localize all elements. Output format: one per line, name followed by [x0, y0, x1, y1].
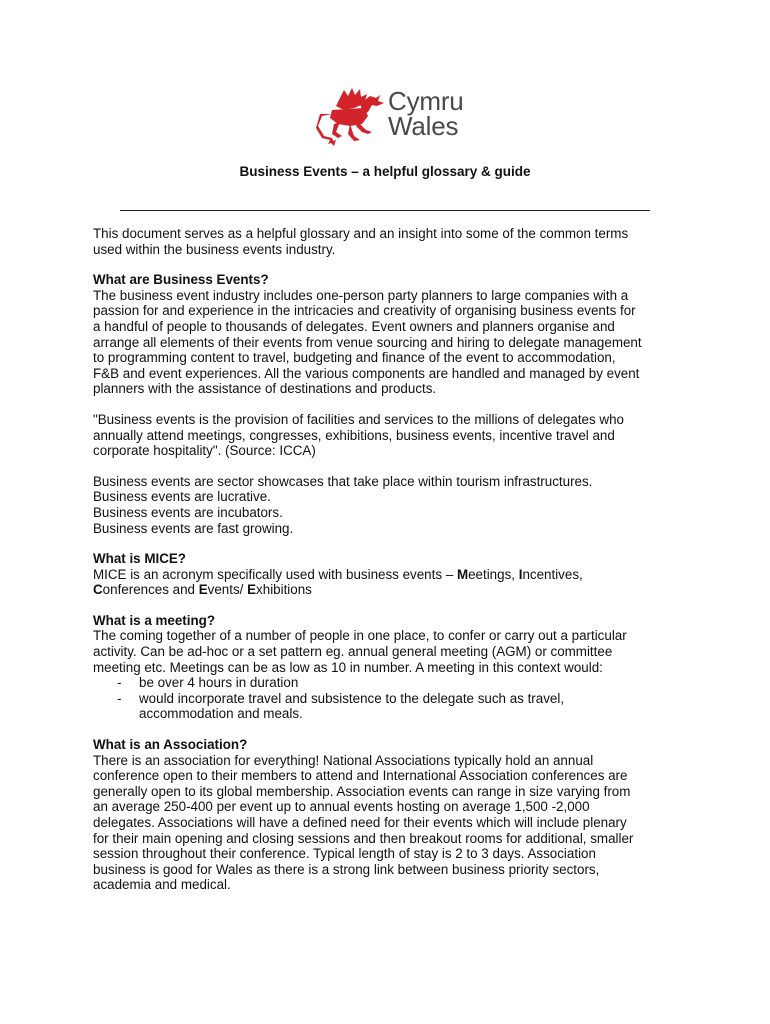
heading-what-is-an-association: What is an Association? — [93, 737, 248, 753]
text-line: Business events are incubators. — [93, 504, 283, 520]
mice-word-exhibitions: xhibitions — [256, 582, 312, 598]
text-line: corporate hospitality". (Source: ICCA) — [93, 443, 316, 459]
text-line — [93, 582, 693, 598]
heading-what-is-a-meeting: What is a meeting? — [93, 612, 216, 628]
text-line: delegates. Associations will have a defined need for their events which will include plenary — [93, 815, 627, 830]
intro-paragraph — [93, 226, 693, 257]
text-line: The business event industry includes one-person party planners to large companies with a — [93, 287, 629, 303]
mice-letter-c: C — [93, 582, 103, 598]
text-line: This document serves as a helpful glossary and an insight into some of the common terms — [93, 226, 629, 241]
text-line: session throughout their conference. Typical length of stay is 2 to 3 days. Association — [93, 846, 596, 862]
meeting-bullet-list — [93, 675, 693, 722]
text-line: annually attend meetings, congresses, exhibitions, business events, incentive travel and — [93, 427, 615, 443]
cymru-wales-logo — [314, 86, 484, 148]
mice-word-meetings: eetings, — [468, 566, 519, 582]
text-line: Business events are fast growing. — [93, 520, 294, 536]
list-item — [93, 675, 693, 691]
logo-wordmark — [388, 86, 464, 141]
mice-word-events: vents/ — [207, 582, 248, 598]
text-line: There is an association for everything! National Associations typically hold an annual — [93, 752, 594, 768]
text-line: conference open to their members to attend and International Association conferences are — [93, 768, 628, 784]
list-item — [93, 691, 693, 722]
text-line: used within the business events industry. — [93, 241, 336, 257]
text-line: business is good for Wales as there is a strong link between business priority sectors, — [93, 861, 600, 877]
paragraph-association — [93, 753, 693, 893]
dash-bullet: - — [117, 690, 122, 706]
document-body — [93, 226, 693, 908]
dash-bullet: - — [117, 675, 122, 691]
paragraph-mice — [93, 567, 693, 598]
text-line: a handful of people to thousands of delegates. Event owners and planners organise and — [93, 318, 615, 334]
heading-what-are-business-events: What are Business Events? — [93, 272, 269, 288]
heading-what-is-mice: What is MICE? — [93, 551, 186, 567]
text-line: be over 4 hours in duration — [139, 675, 299, 691]
mice-letter-e: E — [198, 582, 208, 598]
icca-quote-paragraph — [93, 412, 693, 459]
text-line: an average 250-400 per event up to annual events hosting on average 1,500 -2,000 — [93, 799, 590, 815]
text-line: The coming together of a number of people in one place, to confer or carry out a particular — [93, 628, 627, 644]
mice-word-conferences: onferences and — [102, 582, 199, 598]
text-line: to programming content to travel, budgeting and finance of the event to accommodation, — [93, 350, 616, 366]
document-title: Business Events – a helpful glossary & guide — [239, 164, 531, 179]
text-line: "Business events is the provision of facilities and services to the millions of delegates who — [93, 411, 624, 427]
title-underline-rule — [120, 210, 650, 211]
text-line: planners with the assistance of destinations and products. — [93, 381, 437, 397]
text-line — [93, 567, 693, 583]
welsh-dragon-icon — [314, 86, 386, 148]
mice-intro-text: MICE is an acronym specifically used with business events – — [93, 566, 457, 582]
mice-letter-i: I — [518, 566, 523, 582]
text-line: meeting etc. Meetings can be as low as 10 in number. A meeting in this context would: — [93, 659, 603, 675]
mice-letter-m: M — [456, 566, 469, 582]
text-line: academia and medical. — [93, 877, 231, 893]
paragraph-what-are-business-events — [93, 288, 693, 397]
text-line: Business events are sector showcases that take place within tourism infrastructures. — [93, 473, 593, 489]
mice-word-incentives: ncentives, — [522, 566, 583, 582]
text-line: activity. Can be ad-hoc or a set pattern eg. annual general meeting (AGM) or committee — [93, 644, 613, 660]
statements-paragraph — [93, 474, 693, 536]
text-line: F&B and event experiences. All the various components are handled and managed by event — [93, 365, 640, 381]
text-line: for their main opening and closing sessions and then breakout rooms for additional, smaller — [93, 830, 634, 846]
text-line: arrange all elements of their events from venue sourcing and hiring to delegate management — [93, 334, 642, 350]
logo-line-wales: Wales — [388, 111, 459, 141]
mice-letter-e-exhibitions: E — [247, 582, 257, 598]
text-line: Business events are lucrative. — [93, 489, 271, 505]
text-line: accommodation and meals. — [139, 706, 303, 722]
paragraph-meeting — [93, 628, 693, 675]
text-line: generally open to its global membership. Association events can range in size varying from — [93, 783, 631, 799]
text-line: would incorporate travel and subsistence to the delegate such as travel, — [139, 690, 565, 706]
text-line: passion for and experience in the intricacies and creativity of organising business events for — [93, 303, 636, 319]
logo-line-cymru: Cymru — [388, 86, 464, 116]
